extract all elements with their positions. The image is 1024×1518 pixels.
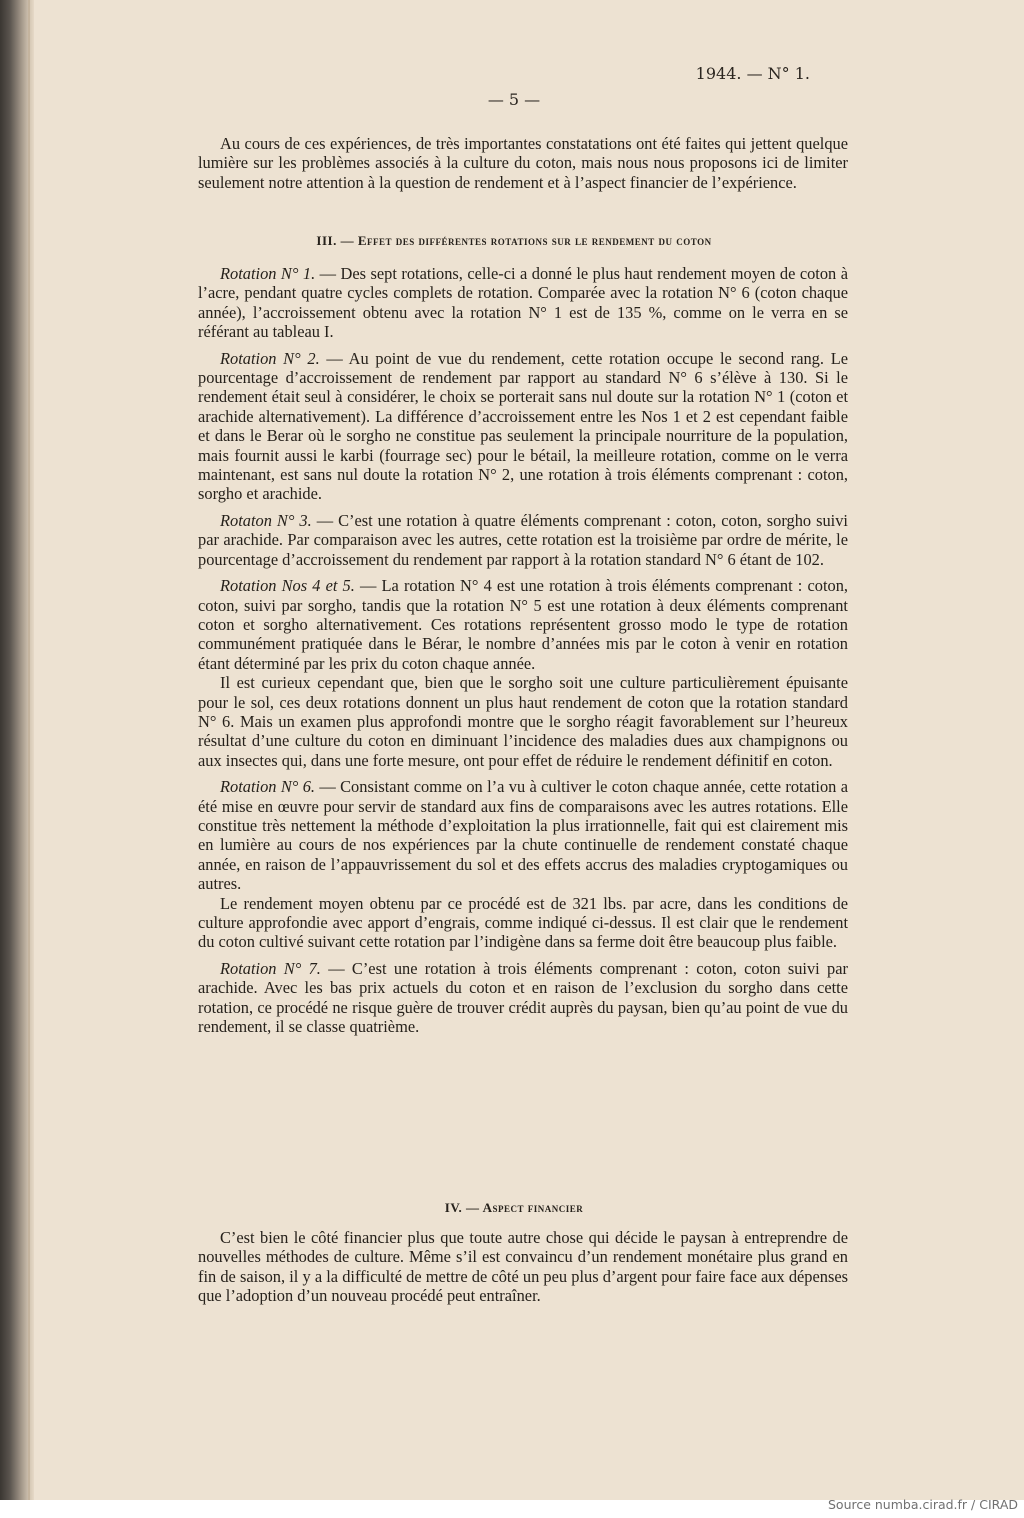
page-number: — 5 — <box>487 90 541 109</box>
running-head: 1944. — N° 1. <box>695 64 810 83</box>
rotation-6-paragraph <box>198 777 848 893</box>
intro-paragraph: Au cours de ces expériences, de très importantes constatations ont été faites qui jettent quelque lumière sur les problèmes associés à la culture du coton, mais nous nous proposons ici de limiter seulement notre attention à la question de rendement et à l’aspect financier de l’expérience. <box>198 134 848 192</box>
rotation-3-label: Rotaton N° 3. <box>220 510 312 530</box>
rotation-3-text: — C’est une rotation à quatre éléments comprenant : coton, coton, sorgho suivi par arachide. Par comparaison avec les autres, cette rotation est la troisième par ordre de mérite, le pourcentage d’accroissement du rendement par rapport à la rotation standard N° 6 étant de 102. <box>198 510 848 569</box>
rotation-2-paragraph <box>198 349 848 504</box>
binding-edge <box>28 0 30 1500</box>
section-3-body <box>198 264 848 1036</box>
section-4-heading: IV. — Aspect financier <box>444 1200 584 1215</box>
financial-paragraph: C’est bien le côté financier plus que toute autre chose qui décide le paysan à entreprendre de nouvelles méthodes de culture. Même s’il est convaincu d’un rendement monétaire plus grand en fin de saison, il y a la difficulté de mettre de côté un peu plus d’argent pour faire face aux dépenses que l’adoption d’un nouveau procédé peut entraîner. <box>198 1228 848 1306</box>
rotation-7-label: Rotation N° 7. <box>220 958 321 978</box>
rotation-3-paragraph <box>198 511 848 569</box>
rotation-2-text: — Au point de vue du rendement, cette rotation occupe le second rang. Le pourcentage d’accroissement de rendement par rapport au standard N° 6 s’élève à 130. Si le rendement était seul à considérer, le choix se porterait sans nul doute sur la rotation N° 1 (coton et arachide alternativement). La différence d’accroissement entre les Nos 1 et 2 est cependant faible et dans le Berar où le sorgho ne constitue pas seulement la principale nourriture de la population, mais fournit aussi le karbi (fourrage sec) pour le bétail, la meilleure rotation, comme on le verra maintenant, est sans nul doute la rotation N° 2, une rotation à trois éléments comprenant : coton, sorgho et arachide. <box>198 348 848 504</box>
rotation-4-5-paragraph <box>198 576 848 673</box>
rotation-2-label: Rotation N° 2. <box>220 348 320 368</box>
rotation-6-text: — Consistant comme on l’a vu à cultiver le coton chaque année, cette rotation a été mise en œuvre pour servir de standard aux fins de comparaisons avec les autres rotations. Elle constitue très nettement la méthode d’exploitation la plus irrationnelle, fait qui est clairement mis en lumière au cours de nos expériences par la chute continuelle de rendement constaté chaque année, en raison de l’appauvrissement du sol et des effets accrus des maladies cryptogamiques ou autres. <box>198 777 848 894</box>
rotation-1-label: Rotation N° 1. <box>220 264 316 283</box>
source-credit: Source numba.cirad.fr / CIRAD <box>827 1497 1018 1512</box>
intro-block <box>198 134 848 192</box>
rotation-4-5-text: — La rotation N° 4 est une rotation à trois éléments comprenant : coton, coton, suivi par sorgho, tandis que la rotation N° 5 est une rotation à deux éléments comprenant coton et sorgho alternativement. Ces rotations représentent grosso modo le type de rotation communément pratiquée dans le Bérar, le nombre d’années mis par le coton à venir en rotation étant déterminé par les prix du coton chaque année. <box>198 576 848 673</box>
document-page <box>34 0 1024 1500</box>
rotation-4-5-label: Rotation Nos 4 et 5. <box>220 576 355 596</box>
rotation-7-paragraph <box>198 959 848 1037</box>
rotation-7-text: — C’est une rotation à trois éléments comprenant : coton, coton suivi par arachide. Avec les bas prix actuels du coton et en raison de l’exclusion du sorgho dans cette rotation, ce procédé ne risque guère de trouver crédit auprès du paysan, bien qu’au point de vue du rendement, il se classe quatrième. <box>198 958 848 1037</box>
average-yield-paragraph: Le rendement moyen obtenu par ce procédé est de 321 lbs. par acre, dans les conditions de culture approfondie avec apport d’engrais, comme indiqué ci-dessus. Il est clair que le rendement du coton cultivé suivant cette rotation par l’indigène dans sa ferme doit être beaucoup plus faible. <box>198 893 848 952</box>
curious-paragraph: Il est curieux cependant que, bien que le sorgho soit une culture particulièrement épuisante pour le sol, ces deux rotations donnent un plus haut rendement de coton que la rotation standard N° 6. Mais un examen plus approfondi montre que le sorgho réagit favorablement sur l’heureux résultat d’une culture du coton en diminuant l’incidence des maladies dues aux champignons ou aux insectes qui, dans une forte mesure, ont pour effet de réduire le rendement définitif en coton. <box>198 673 848 770</box>
rotation-1-text: — Des sept rotations, celle-ci a donné le plus haut rendement moyen de coton à l’acre, pendant quatre cycles complets de rotation. Comparée avec la rotation N° 6 (coton chaque année), l’accroissement obtenu avec la rotation N° 1 est de 135 %, comme on le verra en se référant au tableau I. <box>198 264 848 342</box>
section-3-heading: III. — Effet des différentes rotations sur le rendement du coton <box>316 233 712 248</box>
section-4-body <box>198 1228 848 1306</box>
rotation-6-label: Rotation N° 6. <box>220 777 315 797</box>
rotation-1-paragraph <box>198 264 848 342</box>
